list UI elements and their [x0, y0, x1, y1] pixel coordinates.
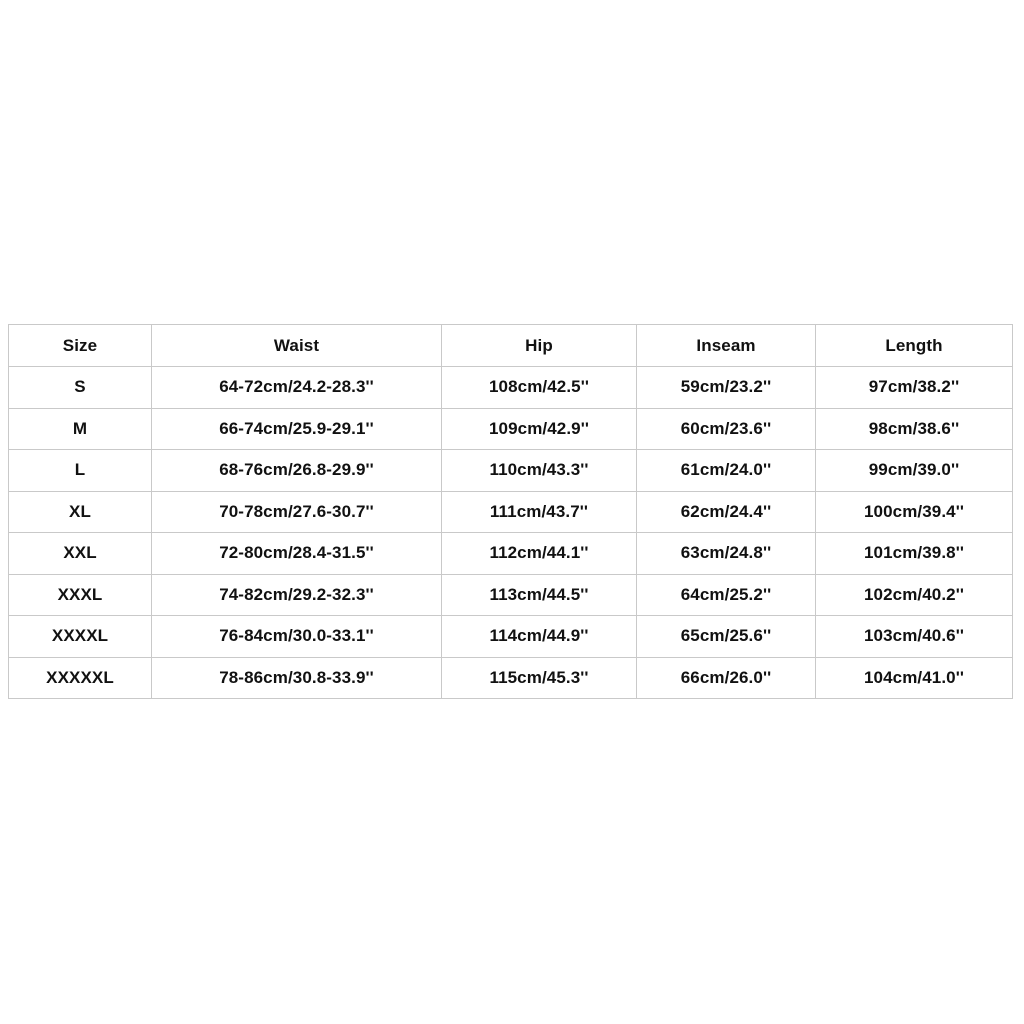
cell-waist: 76-84cm/30.0-33.1'': [152, 616, 442, 658]
cell-inseam: 66cm/26.0'': [637, 657, 816, 699]
cell-inseam: 64cm/25.2'': [637, 574, 816, 616]
cell-hip: 112cm/44.1'': [442, 533, 637, 575]
cell-inseam: 59cm/23.2'': [637, 367, 816, 409]
table-row: [9, 616, 1013, 658]
size-chart-table: [8, 324, 1013, 699]
cell-size: XXXL: [9, 574, 152, 616]
header-size: Size: [9, 325, 152, 367]
cell-waist: 68-76cm/26.8-29.9'': [152, 450, 442, 492]
header-length: Length: [816, 325, 1013, 367]
header-hip: Hip: [442, 325, 637, 367]
cell-inseam: 62cm/24.4'': [637, 491, 816, 533]
table-row: [9, 367, 1013, 409]
table-row: [9, 408, 1013, 450]
header-inseam: Inseam: [637, 325, 816, 367]
cell-size: XXXXXL: [9, 657, 152, 699]
table-row: [9, 491, 1013, 533]
cell-length: 97cm/38.2'': [816, 367, 1013, 409]
cell-hip: 111cm/43.7'': [442, 491, 637, 533]
cell-length: 101cm/39.8'': [816, 533, 1013, 575]
cell-length: 103cm/40.6'': [816, 616, 1013, 658]
cell-inseam: 63cm/24.8'': [637, 533, 816, 575]
cell-inseam: 65cm/25.6'': [637, 616, 816, 658]
cell-length: 104cm/41.0'': [816, 657, 1013, 699]
cell-size: L: [9, 450, 152, 492]
cell-size: XXXXL: [9, 616, 152, 658]
header-row: [9, 325, 1013, 367]
cell-size: M: [9, 408, 152, 450]
cell-hip: 113cm/44.5'': [442, 574, 637, 616]
cell-waist: 64-72cm/24.2-28.3'': [152, 367, 442, 409]
cell-waist: 78-86cm/30.8-33.9'': [152, 657, 442, 699]
table-row: [9, 574, 1013, 616]
cell-hip: 108cm/42.5'': [442, 367, 637, 409]
cell-length: 100cm/39.4'': [816, 491, 1013, 533]
header-waist: Waist: [152, 325, 442, 367]
cell-hip: 109cm/42.9'': [442, 408, 637, 450]
cell-inseam: 61cm/24.0'': [637, 450, 816, 492]
cell-hip: 114cm/44.9'': [442, 616, 637, 658]
cell-waist: 70-78cm/27.6-30.7'': [152, 491, 442, 533]
table-row: [9, 657, 1013, 699]
table-row: [9, 450, 1013, 492]
table-row: [9, 533, 1013, 575]
cell-size: S: [9, 367, 152, 409]
cell-waist: 72-80cm/28.4-31.5'': [152, 533, 442, 575]
cell-hip: 115cm/45.3'': [442, 657, 637, 699]
cell-length: 99cm/39.0'': [816, 450, 1013, 492]
cell-waist: 74-82cm/29.2-32.3'': [152, 574, 442, 616]
cell-length: 98cm/38.6'': [816, 408, 1013, 450]
cell-size: XL: [9, 491, 152, 533]
cell-hip: 110cm/43.3'': [442, 450, 637, 492]
cell-inseam: 60cm/23.6'': [637, 408, 816, 450]
cell-length: 102cm/40.2'': [816, 574, 1013, 616]
cell-waist: 66-74cm/25.9-29.1'': [152, 408, 442, 450]
cell-size: XXL: [9, 533, 152, 575]
